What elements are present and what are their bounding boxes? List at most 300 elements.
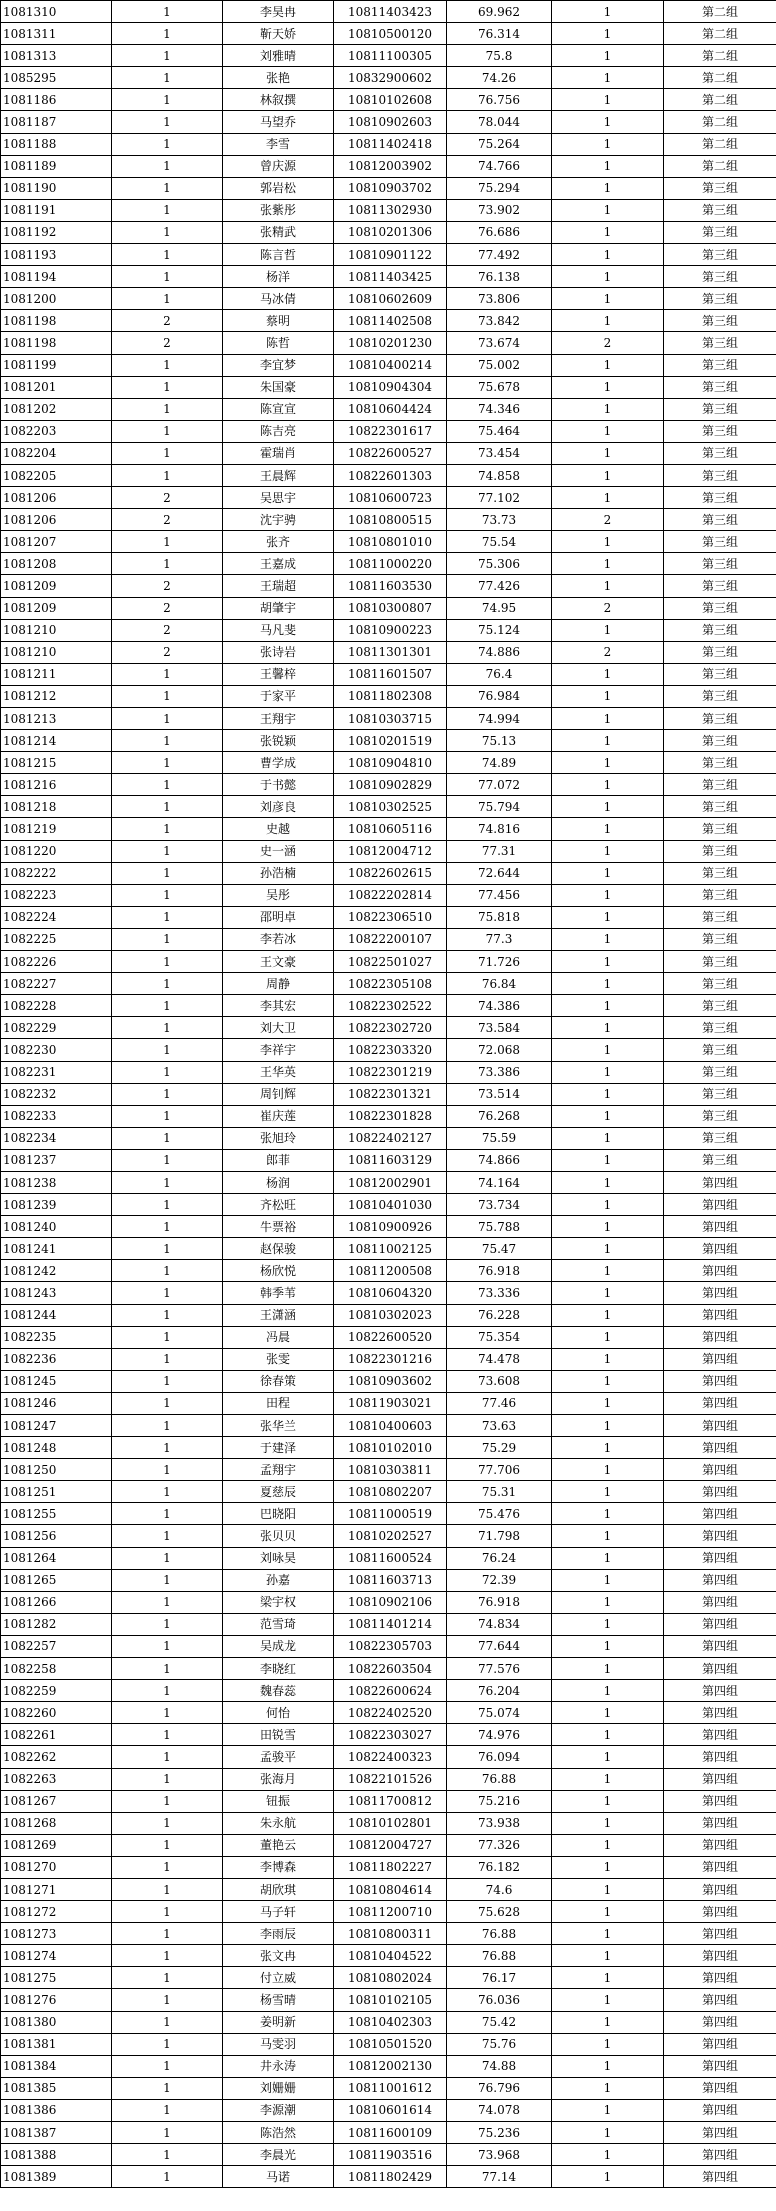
group-cell: 第四组: [664, 1746, 776, 1768]
score-cell: 75.29: [447, 1437, 552, 1459]
quota-cell: 1: [112, 1658, 223, 1680]
quota-cell: 1: [112, 1547, 223, 1569]
candidate-name-cell: 周钊辉: [223, 1083, 334, 1105]
exam-number-cell: 10810605116: [334, 818, 447, 840]
group-cell: 第三组: [664, 973, 776, 995]
position-code-cell: 1081190: [1, 177, 112, 199]
exam-number-cell: 10810303811: [334, 1459, 447, 1481]
exam-number-cell: 10810102010: [334, 1437, 447, 1459]
table-row: [1, 1834, 776, 1856]
position-code-cell: 1081274: [1, 1945, 112, 1967]
table-row: [1, 1856, 776, 1878]
candidate-name-cell: 韩季苇: [223, 1282, 334, 1304]
position-code-cell: 1081193: [1, 244, 112, 266]
score-cell: 77.102: [447, 487, 552, 509]
score-cell: 76.4: [447, 663, 552, 685]
exam-number-cell: 10810201519: [334, 730, 447, 752]
rank-cell: 1: [552, 774, 664, 796]
exam-number-cell: 10811200508: [334, 1260, 447, 1282]
group-cell: 第四组: [664, 2011, 776, 2033]
candidate-name-cell: 李其宏: [223, 995, 334, 1017]
candidate-name-cell: 史一涵: [223, 840, 334, 862]
score-cell: 73.73: [447, 509, 552, 531]
position-code-cell: 1082233: [1, 1105, 112, 1127]
rank-cell: 2: [552, 509, 664, 531]
quota-cell: 1: [112, 398, 223, 420]
quota-cell: 2: [112, 597, 223, 619]
quota-cell: 1: [112, 1282, 223, 1304]
group-cell: 第三组: [664, 266, 776, 288]
score-cell: 76.204: [447, 1680, 552, 1702]
rank-cell: 1: [552, 1901, 664, 1923]
exam-number-cell: 10810903702: [334, 177, 447, 199]
table-row: [1, 774, 776, 796]
group-cell: 第四组: [664, 1459, 776, 1481]
score-cell: 75.236: [447, 2122, 552, 2144]
quota-cell: 1: [112, 1680, 223, 1702]
score-cell: 73.968: [447, 2144, 552, 2166]
exam-number-cell: 10810904810: [334, 752, 447, 774]
candidate-name-cell: 陈浩然: [223, 2122, 334, 2144]
score-cell: 75.628: [447, 1901, 552, 1923]
candidate-name-cell: 田锐雪: [223, 1724, 334, 1746]
candidate-name-cell: 赵保骏: [223, 1238, 334, 1260]
rank-cell: 1: [552, 1039, 664, 1061]
table-row: [1, 973, 776, 995]
score-cell: 72.068: [447, 1039, 552, 1061]
score-cell: 72.644: [447, 862, 552, 884]
exam-number-cell: 10810102801: [334, 1812, 447, 1834]
table-row: [1, 1547, 776, 1569]
quota-cell: 1: [112, 1304, 223, 1326]
score-cell: 74.95: [447, 597, 552, 619]
exam-number-cell: 10822600624: [334, 1680, 447, 1702]
quota-cell: 1: [112, 1702, 223, 1724]
candidate-name-cell: 朱国豪: [223, 376, 334, 398]
rank-cell: 1: [552, 1658, 664, 1680]
table-row: [1, 1370, 776, 1392]
position-code-cell: 1081212: [1, 685, 112, 707]
table-row: [1, 420, 776, 442]
table-row: [1, 89, 776, 111]
candidate-name-cell: 史越: [223, 818, 334, 840]
exam-number-cell: 10810604424: [334, 398, 447, 420]
group-cell: 第三组: [664, 509, 776, 531]
candidate-name-cell: 李雨辰: [223, 1923, 334, 1945]
candidate-name-cell: 杨欣悦: [223, 1260, 334, 1282]
group-cell: 第三组: [664, 310, 776, 332]
score-cell: 75.264: [447, 133, 552, 155]
candidate-name-cell: 李祥宇: [223, 1039, 334, 1061]
quota-cell: 1: [112, 1326, 223, 1348]
table-row: [1, 884, 776, 906]
score-cell: 75.54: [447, 531, 552, 553]
group-cell: 第三组: [664, 1083, 776, 1105]
position-code-cell: 1081215: [1, 752, 112, 774]
score-cell: 76.314: [447, 23, 552, 45]
table-body: [1, 1, 776, 2188]
exam-number-cell: 10822301321: [334, 1083, 447, 1105]
rank-cell: 1: [552, 1547, 664, 1569]
table-row: [1, 862, 776, 884]
rank-cell: 1: [552, 884, 664, 906]
position-code-cell: 1081198: [1, 332, 112, 354]
exam-number-cell: 10822600527: [334, 442, 447, 464]
score-cell: 74.766: [447, 155, 552, 177]
group-cell: 第四组: [664, 1260, 776, 1282]
rank-cell: 1: [552, 1459, 664, 1481]
position-code-cell: 1081244: [1, 1304, 112, 1326]
table-row: [1, 1768, 776, 1790]
exam-number-cell: 10810902603: [334, 111, 447, 133]
candidate-name-cell: 霍瑞肖: [223, 442, 334, 464]
rank-cell: 1: [552, 23, 664, 45]
position-code-cell: 1081210: [1, 641, 112, 663]
quota-cell: 1: [112, 464, 223, 486]
score-cell: 73.608: [447, 1370, 552, 1392]
quota-cell: 1: [112, 840, 223, 862]
table-row: [1, 2011, 776, 2033]
table-row: [1, 2166, 776, 2188]
candidate-name-cell: 胡肇宇: [223, 597, 334, 619]
exam-number-cell: 10810302023: [334, 1304, 447, 1326]
group-cell: 第三组: [664, 884, 776, 906]
candidate-name-cell: 张华兰: [223, 1415, 334, 1437]
quota-cell: 1: [112, 1171, 223, 1193]
candidate-name-cell: 邵明卓: [223, 906, 334, 928]
score-cell: 74.834: [447, 1613, 552, 1635]
quota-cell: 1: [112, 796, 223, 818]
candidate-name-cell: 杨雪晴: [223, 1989, 334, 2011]
exam-number-cell: 10810400214: [334, 354, 447, 376]
score-cell: 75.788: [447, 1216, 552, 1238]
position-code-cell: 1081276: [1, 1989, 112, 2011]
exam-number-cell: 10811100305: [334, 45, 447, 67]
group-cell: 第四组: [664, 1945, 776, 1967]
table-row: [1, 2122, 776, 2144]
group-cell: 第四组: [664, 1967, 776, 1989]
group-cell: 第四组: [664, 1923, 776, 1945]
table-row: [1, 685, 776, 707]
exam-number-cell: 10810302525: [334, 796, 447, 818]
candidate-name-cell: 马雯羽: [223, 2033, 334, 2055]
score-cell: 73.938: [447, 1812, 552, 1834]
position-code-cell: 1082261: [1, 1724, 112, 1746]
rank-cell: 1: [552, 1923, 664, 1945]
candidate-name-cell: 李博森: [223, 1856, 334, 1878]
exam-number-cell: 10811903021: [334, 1392, 447, 1414]
quota-cell: 1: [112, 2011, 223, 2033]
group-cell: 第四组: [664, 1901, 776, 1923]
table-row: [1, 266, 776, 288]
position-code-cell: 1081216: [1, 774, 112, 796]
score-cell: 75.002: [447, 354, 552, 376]
quota-cell: 1: [112, 928, 223, 950]
candidate-name-cell: 张诗岩: [223, 641, 334, 663]
quota-cell: 1: [112, 23, 223, 45]
group-cell: 第三组: [664, 199, 776, 221]
score-cell: 71.726: [447, 951, 552, 973]
group-cell: 第三组: [664, 332, 776, 354]
rank-cell: 1: [552, 464, 664, 486]
rank-cell: 1: [552, 840, 664, 862]
rank-cell: 1: [552, 1348, 664, 1370]
table-row: [1, 1923, 776, 1945]
quota-cell: 1: [112, 1061, 223, 1083]
rank-cell: 1: [552, 1680, 664, 1702]
score-cell: 76.036: [447, 1989, 552, 2011]
group-cell: 第四组: [664, 2144, 776, 2166]
candidate-name-cell: 靳天娇: [223, 23, 334, 45]
position-code-cell: 1081241: [1, 1238, 112, 1260]
quota-cell: 1: [112, 45, 223, 67]
score-cell: 76.88: [447, 1945, 552, 1967]
position-code-cell: 1081269: [1, 1834, 112, 1856]
score-cell: 72.39: [447, 1569, 552, 1591]
group-cell: 第三组: [664, 1039, 776, 1061]
candidate-name-cell: 马凡斐: [223, 619, 334, 641]
quota-cell: 1: [112, 1, 223, 23]
candidate-name-cell: 牛票裕: [223, 1216, 334, 1238]
table-row: [1, 1591, 776, 1613]
candidate-name-cell: 曾庆源: [223, 155, 334, 177]
score-cell: 76.796: [447, 2077, 552, 2099]
quota-cell: 1: [112, 2122, 223, 2144]
rank-cell: 1: [552, 973, 664, 995]
group-cell: 第四组: [664, 2122, 776, 2144]
rank-cell: 1: [552, 862, 664, 884]
group-cell: 第四组: [664, 1569, 776, 1591]
score-cell: 74.88: [447, 2055, 552, 2077]
rank-cell: 1: [552, 310, 664, 332]
table-row: [1, 1194, 776, 1216]
rank-cell: 2: [552, 597, 664, 619]
exam-number-cell: 10822301216: [334, 1348, 447, 1370]
quota-cell: 1: [112, 1459, 223, 1481]
exam-number-cell: 10811600524: [334, 1547, 447, 1569]
position-code-cell: 1082203: [1, 420, 112, 442]
position-code-cell: 1081384: [1, 2055, 112, 2077]
group-cell: 第三组: [664, 951, 776, 973]
candidate-name-cell: 朱永航: [223, 1812, 334, 1834]
exam-number-cell: 10812004727: [334, 1834, 447, 1856]
table-row: [1, 553, 776, 575]
quota-cell: 1: [112, 1569, 223, 1591]
position-code-cell: 1081187: [1, 111, 112, 133]
score-cell: 76.756: [447, 89, 552, 111]
quota-cell: 1: [112, 1945, 223, 1967]
group-cell: 第三组: [664, 442, 776, 464]
candidate-name-cell: 刘彦良: [223, 796, 334, 818]
table-row: [1, 575, 776, 597]
exam-number-cell: 10811000220: [334, 553, 447, 575]
score-cell: 73.584: [447, 1017, 552, 1039]
table-row: [1, 244, 776, 266]
quota-cell: 1: [112, 2144, 223, 2166]
candidate-name-cell: 姜明新: [223, 2011, 334, 2033]
quota-cell: 1: [112, 906, 223, 928]
quota-cell: 1: [112, 1613, 223, 1635]
candidate-name-cell: 王瑞超: [223, 575, 334, 597]
exam-number-cell: 10822400323: [334, 1746, 447, 1768]
exam-number-cell: 10822603504: [334, 1658, 447, 1680]
exam-number-cell: 10810604320: [334, 1282, 447, 1304]
candidate-name-cell: 张锐颖: [223, 730, 334, 752]
position-code-cell: 1082235: [1, 1326, 112, 1348]
group-cell: 第三组: [664, 354, 776, 376]
position-code-cell: 1081267: [1, 1790, 112, 1812]
table-row: [1, 133, 776, 155]
candidate-name-cell: 吴思宇: [223, 487, 334, 509]
position-code-cell: 1081387: [1, 2122, 112, 2144]
position-code-cell: 1081188: [1, 133, 112, 155]
exam-number-cell: 10811601507: [334, 663, 447, 685]
score-cell: 74.816: [447, 818, 552, 840]
table-row: [1, 221, 776, 243]
rank-cell: 1: [552, 906, 664, 928]
quota-cell: 1: [112, 1746, 223, 1768]
quota-cell: 1: [112, 155, 223, 177]
group-cell: 第三组: [664, 376, 776, 398]
candidate-name-cell: 马望乔: [223, 111, 334, 133]
rank-cell: 1: [552, 1149, 664, 1171]
score-cell: 76.138: [447, 266, 552, 288]
candidate-name-cell: 吴成龙: [223, 1635, 334, 1657]
score-cell: 75.59: [447, 1127, 552, 1149]
quota-cell: 1: [112, 354, 223, 376]
table-row: [1, 1790, 776, 1812]
exam-number-cell: 10811302930: [334, 199, 447, 221]
exam-number-cell: 10822601303: [334, 464, 447, 486]
group-cell: 第四组: [664, 1878, 776, 1900]
table-row: [1, 619, 776, 641]
position-code-cell: 1081255: [1, 1503, 112, 1525]
rank-cell: 1: [552, 575, 664, 597]
position-code-cell: 1081266: [1, 1591, 112, 1613]
position-code-cell: 1081210: [1, 619, 112, 641]
table-row: [1, 1260, 776, 1282]
candidate-name-cell: 孟骏平: [223, 1746, 334, 1768]
exam-number-cell: 10810404522: [334, 1945, 447, 1967]
exam-number-cell: 10822200107: [334, 928, 447, 950]
rank-cell: 1: [552, 553, 664, 575]
group-cell: 第四组: [664, 2033, 776, 2055]
score-cell: 76.268: [447, 1105, 552, 1127]
exam-number-cell: 10822302720: [334, 1017, 447, 1039]
rank-cell: 1: [552, 155, 664, 177]
rank-cell: 1: [552, 1326, 664, 1348]
candidate-name-cell: 田程: [223, 1392, 334, 1414]
exam-number-cell: 10822101526: [334, 1768, 447, 1790]
quota-cell: 1: [112, 1481, 223, 1503]
score-cell: 78.044: [447, 111, 552, 133]
group-cell: 第四组: [664, 2077, 776, 2099]
quota-cell: 1: [112, 221, 223, 243]
quota-cell: 1: [112, 2033, 223, 2055]
score-cell: 75.31: [447, 1481, 552, 1503]
rank-cell: 1: [552, 67, 664, 89]
position-code-cell: 1081247: [1, 1415, 112, 1437]
position-code-cell: 1082236: [1, 1348, 112, 1370]
rank-cell: 1: [552, 708, 664, 730]
group-cell: 第四组: [664, 1989, 776, 2011]
rank-cell: 1: [552, 1061, 664, 1083]
rank-cell: 1: [552, 1238, 664, 1260]
quota-cell: 1: [112, 973, 223, 995]
position-code-cell: 1081381: [1, 2033, 112, 2055]
exam-number-cell: 10811403423: [334, 1, 447, 23]
score-cell: 73.514: [447, 1083, 552, 1105]
group-cell: 第三组: [664, 1105, 776, 1127]
candidate-name-cell: 林叙撰: [223, 89, 334, 111]
group-cell: 第三组: [664, 1017, 776, 1039]
rank-cell: 1: [552, 1304, 664, 1326]
exam-number-cell: 10811001612: [334, 2077, 447, 2099]
candidate-name-cell: 钮振: [223, 1790, 334, 1812]
quota-cell: 1: [112, 1392, 223, 1414]
quota-cell: 1: [112, 1039, 223, 1061]
candidate-name-cell: 郎菲: [223, 1149, 334, 1171]
score-cell: 73.734: [447, 1194, 552, 1216]
table-row: [1, 1702, 776, 1724]
candidate-name-cell: 沈宇骋: [223, 509, 334, 531]
rank-cell: 1: [552, 221, 664, 243]
exam-number-cell: 10811603530: [334, 575, 447, 597]
score-cell: 74.6: [447, 1878, 552, 1900]
quota-cell: 1: [112, 1216, 223, 1238]
table-row: [1, 1878, 776, 1900]
candidate-name-cell: 何怡: [223, 1702, 334, 1724]
rank-cell: 1: [552, 376, 664, 398]
position-code-cell: 1082222: [1, 862, 112, 884]
quota-cell: 1: [112, 1127, 223, 1149]
exam-number-cell: 10832900602: [334, 67, 447, 89]
rank-cell: 1: [552, 288, 664, 310]
position-code-cell: 1082226: [1, 951, 112, 973]
exam-number-cell: 10810202527: [334, 1525, 447, 1547]
rank-cell: 1: [552, 1415, 664, 1437]
candidate-name-cell: 马诺: [223, 2166, 334, 2188]
candidate-name-cell: 李晨光: [223, 2144, 334, 2166]
score-cell: 71.798: [447, 1525, 552, 1547]
score-cell: 77.46: [447, 1392, 552, 1414]
score-cell: 77.3: [447, 928, 552, 950]
score-cell: 76.228: [447, 1304, 552, 1326]
score-cell: 74.886: [447, 641, 552, 663]
exam-number-cell: 10810400603: [334, 1415, 447, 1437]
quota-cell: 1: [112, 1525, 223, 1547]
quota-cell: 1: [112, 1105, 223, 1127]
score-cell: 73.806: [447, 288, 552, 310]
rank-cell: 1: [552, 1216, 664, 1238]
score-cell: 74.26: [447, 67, 552, 89]
position-code-cell: 1081200: [1, 288, 112, 310]
table-row: [1, 1039, 776, 1061]
position-code-cell: 1081239: [1, 1194, 112, 1216]
candidate-name-cell: 冯晨: [223, 1326, 334, 1348]
table-row: [1, 464, 776, 486]
exam-number-cell: 10812003902: [334, 155, 447, 177]
table-row: [1, 906, 776, 928]
rank-cell: 1: [552, 244, 664, 266]
candidate-name-cell: 张贝贝: [223, 1525, 334, 1547]
score-cell: 75.464: [447, 420, 552, 442]
rank-cell: 1: [552, 2166, 664, 2188]
position-code-cell: 1081192: [1, 221, 112, 243]
group-cell: 第四组: [664, 1194, 776, 1216]
exam-number-cell: 10822301219: [334, 1061, 447, 1083]
position-code-cell: 1081240: [1, 1216, 112, 1238]
